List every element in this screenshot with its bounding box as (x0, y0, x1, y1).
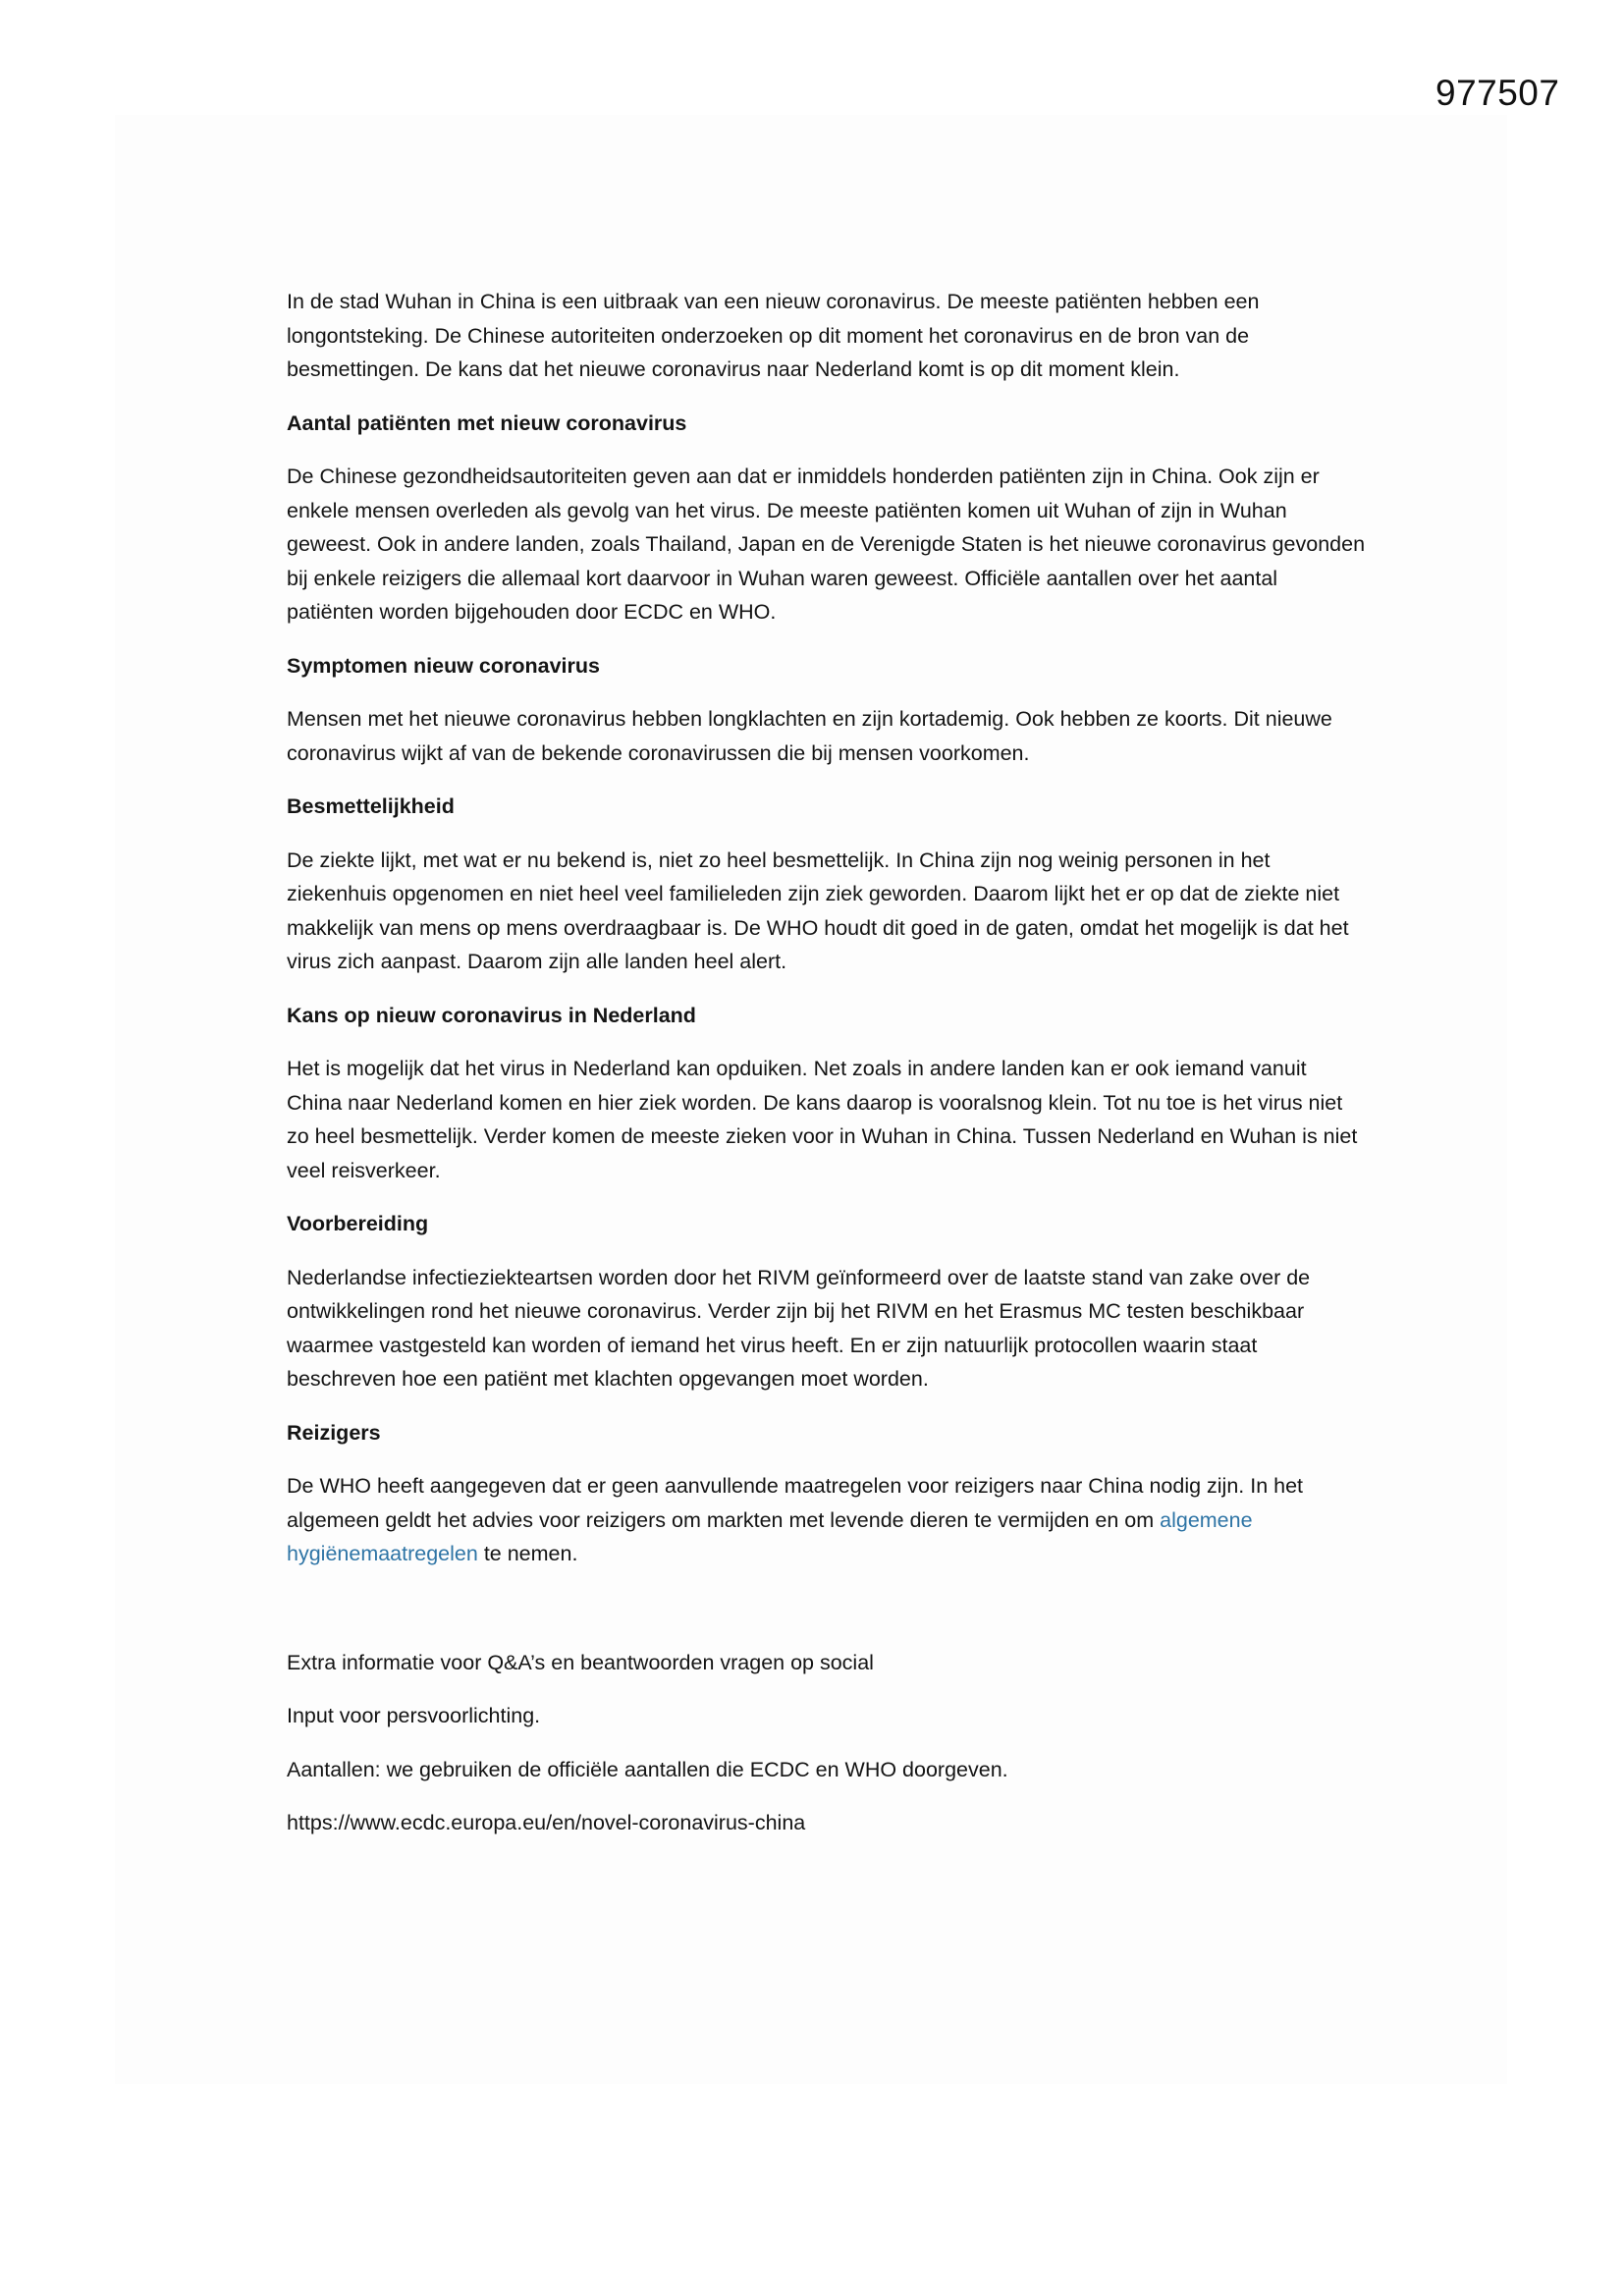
extra-info-press: Input voor persvoorlichting. (287, 1704, 541, 1727)
section-body-preparation: Nederlandse infectieziekteartsen worden door het RIVM geïnformeerd over de laatste stand van zake over de ontwikkelingen rond het nieuwe coronavirus. Verder zijn bij het RIVM en het Erasmus MC testen beschikbaar waarmee vastgesteld kan worden of iemand het virus heeft. En er zijn natuurlijk protocollen waarin staat beschreven hoe een patiënt met klachten opgevangen moet worden. (287, 1265, 1311, 1391)
document-id-number: 977507 (1435, 73, 1560, 113)
extra-info-ecdc-url: https://www.ecdc.europa.eu/en/novel-coronavirus-china (287, 1811, 806, 1834)
section-body-risk-netherlands: Het is mogelijk dat het virus in Nederland kan opduiken. Net zoals in andere landen kan er ook iemand vanuit China naar Nederland komen en hier ziek worden. De kans daarop is vooralsnog klein. Tot nu toe is het virus niet zo heel besmettelijk. Verder komen de meeste zieken voor in Wuhan in China. Tussen Nederland en Wuhan is niet veel reisverkeer. (287, 1057, 1358, 1182)
section-heading-preparation: Voorbereiding (287, 1212, 429, 1235)
hygiene-measures-link[interactable]: algemene hygiënemaatregelen (287, 1507, 1253, 1565)
spacer (287, 1591, 1367, 1646)
extra-info-qa: Extra informatie voor Q&A’s en beantwoorden vragen op social (287, 1650, 874, 1674)
section-heading-patient-count: Aantal patiënten met nieuw coronavirus (287, 410, 687, 435)
section-heading-risk-netherlands: Kans op nieuw coronavirus in Nederland (287, 1003, 696, 1027)
intro-paragraph: In de stad Wuhan in China is een uitbraak van een nieuw coronavirus. De meeste patiënten hebben een longontsteking. De Chinese autoriteiten onderzoeken op dit moment het coronavirus en de bron van de besmettingen. De kans dat het nieuwe coronavirus naar Nederland komt is op dit moment klein. (287, 290, 1260, 381)
travelers-text-after-link: te nemen. (477, 1542, 578, 1565)
travelers-text-before-link: De WHO heeft aangegeven dat er geen aanvullende maatregelen voor reizigers naar China nodig zijn. In het algemeen geldt het advies voor reizigers om markten met levende dieren te vermijden en om (287, 1474, 1304, 1532)
extra-info-block (287, 1646, 1367, 1840)
document-body (287, 285, 1367, 1860)
section-heading-symptoms: Symptomen nieuw coronavirus (287, 653, 600, 678)
section-body-travelers (287, 1469, 1367, 1571)
section-body-symptoms: Mensen met het nieuwe coronavirus hebben longklachten en zijn kortademig. Ook hebben ze koorts. Dit nieuwe coronavirus wijkt af van de bekende coronavirussen die bij mensen voorkomen. (287, 707, 1332, 765)
extra-info-numbers: Aantallen: we gebruiken de officiële aantallen die ECDC en WHO doorgeven. (287, 1757, 1008, 1781)
section-body-contagiousness: De ziekte lijkt, met wat er nu bekend is, niet zo heel besmettelijk. In China zijn nog weinig personen in het ziekenhuis opgenomen en niet heel veel familieleden zijn ziek geworden. Daarom lijkt het er op dat de ziekte niet makkelijk van mens op mens overdraagbaar is. De WHO houdt dit goed in de gaten, omdat het mogelijk is dat het virus zich aanpast. Daarom zijn alle landen heel alert. (287, 847, 1349, 973)
section-heading-travelers: Reizigers (287, 1420, 381, 1445)
section-body-patient-count: De Chinese gezondheidsautoriteiten geven aan dat er inmiddels honderden patiënten zijn in China. Ook zijn er enkele mensen overleden als gevolg van het virus. De meeste patiënten komen uit Wuhan of zijn in Wuhan geweest. Ook in andere landen, zoals Thailand, Japan en de Verenigde Staten is het nieuwe coronavirus gevonden bij enkele reizigers die allemaal kort daarvoor in Wuhan waren geweest. Officiële aantallen over het aantal patiënten worden bijgehouden door ECDC en WHO. (287, 465, 1366, 624)
section-heading-contagiousness: Besmettelijkheid (287, 794, 455, 818)
